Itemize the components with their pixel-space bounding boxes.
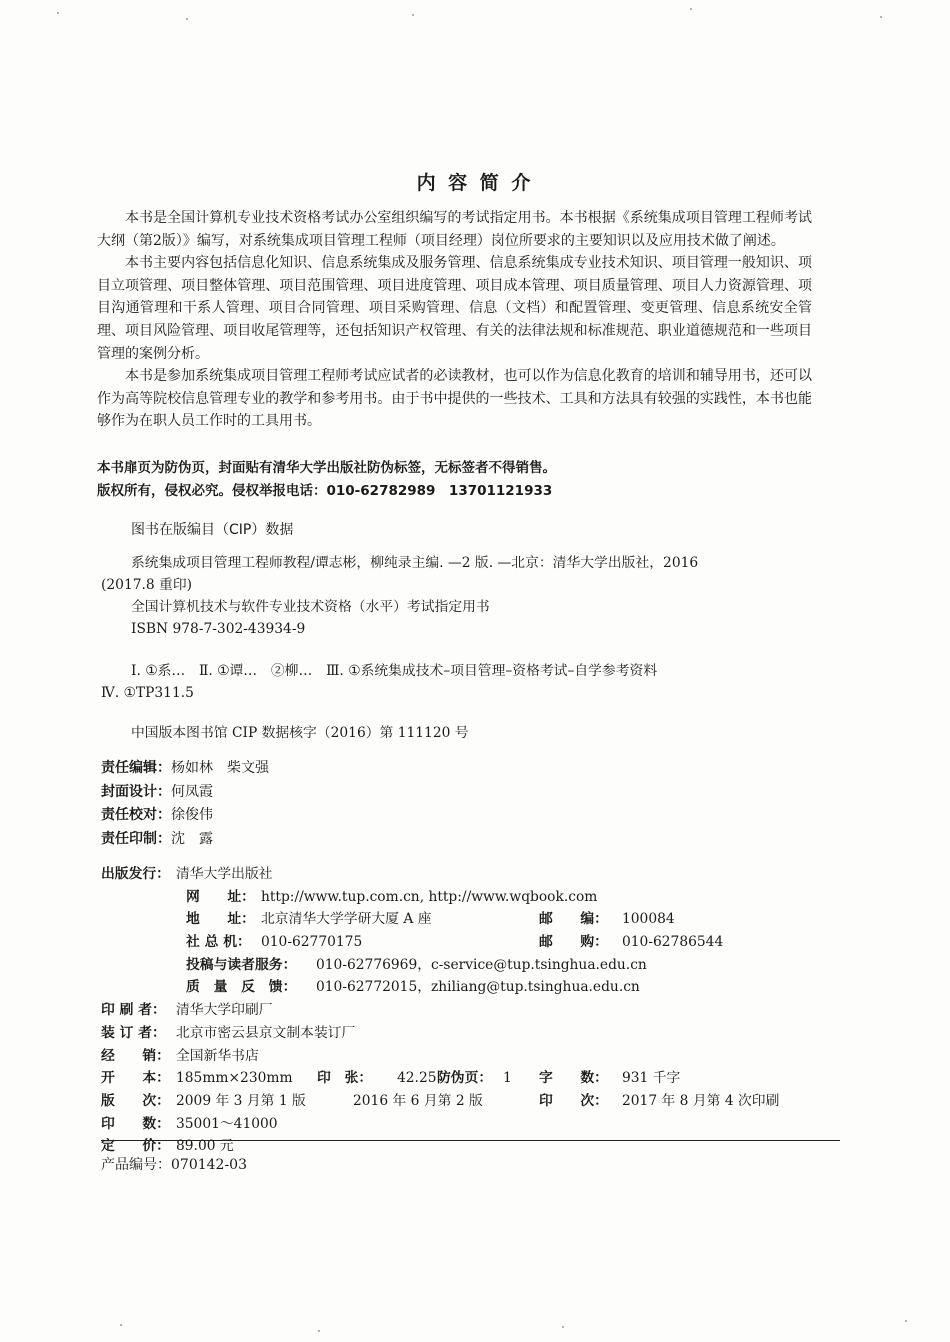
price-value: 89.00 元 [176,1138,234,1155]
staff-label: 责任编辑： [101,760,171,776]
staff-label: 责任校对： [101,807,171,823]
cip-record [101,552,836,640]
staff-label: 责任印制： [101,830,171,847]
publisher-url: http://www.tup.com.cn, http://www.wqbook.com [261,888,598,905]
impression-value: 2017 年 8 月第 4 次印刷 [622,1092,780,1109]
binder-label: 装 订 者： [101,1024,166,1041]
scan-speck [905,1320,907,1322]
cip-class-line-1: Ⅰ. ①系… Ⅱ. ①谭… ②柳… Ⅲ. ①系统集成技术–项目管理–资格考试–自学参考资料 [131,663,658,679]
cip-class-line-2: Ⅳ. ①TP311.5 [101,685,194,701]
address-label: 地 址： [186,911,255,928]
sheets-value: 42.25 [397,1070,437,1087]
intro-section [97,207,812,433]
staff-row [101,828,269,852]
cip-classification [101,660,836,704]
distributor-name: 全国新华书店 [176,1047,259,1064]
scan-speck [880,16,882,18]
scan-speck [120,1324,122,1326]
divider-rule [101,1140,840,1141]
product-number: 产品编号：070142-03 [101,1157,247,1173]
scan-speck [318,1330,320,1332]
staff-value: 沈 露 [171,830,213,847]
format-row [101,1067,841,1090]
binder-row [101,1022,841,1045]
anti-counterfeit-notice: 本书扉页为防伪页，封面贴有清华大学出版社防伪标签，无标签者不得销售。 [97,460,556,476]
distributor-label: 经 销： [101,1047,170,1064]
publisher-row [101,863,841,886]
piracy-report-notice: 版权所有，侵权必究。侵权举报电话：010-62782989 13701121933 [97,483,553,499]
page-title: 内 容 简 介 [416,172,534,194]
staff-row [101,757,269,781]
binder-name: 北京市密云县京文制本装订厂 [176,1024,356,1041]
sheets-label: 印 张： [317,1070,373,1087]
intro-paragraph-3: 本书是参加系统集成项目管理工程师考试应试者的必读教材，也可以作为信息化教育的培训和辅导用书，还可以作为高等院校信息管理专业的教学和参考用书。由于书中提供的一些技术、工具和方法具有较强的实践性，本书也能够作为在职人员工作时的工具用书。 [97,368,812,430]
price-label: 定 价： [101,1138,170,1155]
staff-value: 何凤霞 [171,783,213,800]
zip-label: 邮 编： [539,911,608,928]
publisher-mail-order: 010-62786544 [622,934,724,951]
publisher-label: 出版发行： [101,866,170,882]
copies-value: 35001～41000 [176,1115,278,1132]
service-row [101,954,841,977]
cip-heading: 图书在版编目（CIP）数据 [131,522,294,538]
intro-paragraph-1: 本书是全国计算机专业技术资格考试办公室组织编写的考试指定用书。本书根据《系统集成项目管理工程师考试大纲（第2版）》编写，对系统集成项目管理工程师（项目经理）岗位所要求的主要知识以及应用技术做了阐述。 [97,210,812,249]
impression-label: 印 次： [539,1092,608,1109]
phone-label: 社 总 机： [186,934,251,951]
quality-row [101,976,841,999]
scan-speck [690,8,692,10]
printer-name: 清华大学印刷厂 [176,1002,273,1019]
scan-speck [412,14,414,16]
publisher-name: 清华大学出版社 [176,866,273,882]
cip-series-line: 全国计算机技术与软件专业技术资格（水平）考试指定用书 [131,599,490,615]
publisher-quality: 010-62772015，zhiliang@tup.tsinghua.edu.cn [316,979,640,996]
address-row [101,908,841,931]
intro-paragraph-2: 本书主要内容包括信息化知识、信息系统集成及服务管理、信息系统集成专业技术知识、项目管理一般知识、项目立项管理、项目整体管理、项目范围管理、项目进度管理、项目成本管理、项目质量管理、项目人力资源管理、项目沟通管理和干系人管理、项目合同管理、项目采购管理、信息（文档）和配置管理、变更管理、信息系统安全管理、项目风险管理、项目收尾管理等，还包括知识产权管理、有关的法律法规和标准规范、职业道德规范和一些项目管理的案例分析。 [97,255,812,362]
anti-counterfeit-value: 1 [503,1070,512,1087]
printer-row [101,999,841,1022]
publisher-service: 010-62776969，c-service@tup.tsinghua.edu.cn [316,956,647,973]
distributor-row [101,1045,841,1068]
staff-value: 杨如林 柴文强 [171,760,269,776]
scan-speck [57,12,59,14]
staff-label: 封面设计： [101,783,171,800]
cip-title-line: 系统集成项目管理工程师教程/谭志彬，柳纯录主编. —2 版. —北京：清华大学出版社，2016 [131,555,699,571]
edition-label: 版 次： [101,1092,170,1109]
copyright-notice [97,457,817,503]
cip-isbn: ISBN 978-7-302-43934-9 [131,621,306,637]
edition-row [101,1090,841,1113]
words-label: 字 数： [539,1070,608,1087]
publisher-address: 北京清华大学学研大厦 A 座 [261,911,432,928]
format-value: 185mm×230mm [176,1070,293,1087]
words-value: 931 千字 [622,1070,681,1087]
scan-speck [186,18,188,20]
service-label: 投稿与读者服务： [186,956,297,973]
publisher-phone: 010-62770175 [261,934,363,951]
phone-row [101,931,841,954]
printer-label: 印 刷 者： [101,1002,166,1019]
cip-approval [101,722,836,744]
first-edition: 2009 年 3 月第 1 版 [176,1092,306,1109]
cip-reprint-line: (2017.8 重印) [101,577,193,593]
second-edition: 2016 年 6 月第 2 版 [353,1092,483,1109]
staff-row [101,804,269,828]
publisher-zip: 100084 [622,911,675,928]
cip-approval-number: 中国版本图书馆 CIP 数据核字（2016）第 111120 号 [131,725,469,741]
staff-credits [101,757,269,851]
copies-label: 印 数： [101,1115,170,1132]
quality-label: 质 量 反 馈： [186,979,297,996]
mail-order-label: 邮 购： [539,934,608,951]
scan-speck [562,1326,564,1328]
url-label: 网 址： [186,888,255,905]
url-row [101,886,841,909]
staff-row [101,781,269,805]
publication-info [101,863,841,1158]
anti-counterfeit-label: 防伪页： [437,1070,493,1087]
staff-value: 徐俊伟 [171,807,213,823]
format-label: 开 本： [101,1070,170,1087]
copies-row [101,1113,841,1136]
